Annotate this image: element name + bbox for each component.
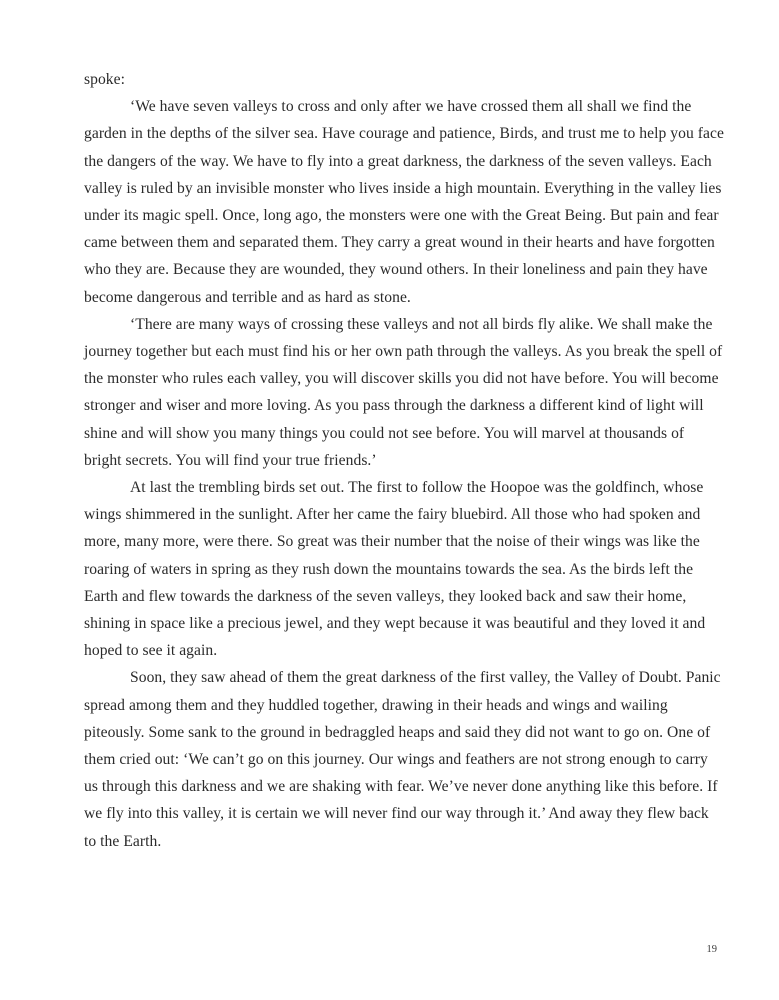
paragraph-crossing-valleys: ‘There are many ways of crossing these valleys and not all birds fly alike. We shall make the journey together but each must find his or her own path through the valleys. As you break the spell of the monster who rules each valley, you will discover skills you did not have before. You will become stronger and wiser and more loving. As you pass through the darkness a different kind of light will shine and will show you many things you could not see before. You will marvel at thousands of bright secrets. You will find your true friends.’ [84,315,723,469]
page-number: 19 [706,944,717,955]
paragraph-seven-valleys: ‘We have seven valleys to cross and only after we have crossed them all shall we find the garden in the depths of the silver sea. Have courage and patience, Birds, and trust me to help you face the dangers of the way. We have to fly into a great darkness, the darkness of the seven valleys. Each valley is ruled by an invisible monster who lives inside a high mountain. Everything in the valley lies under its magic spell. Once, long ago, the monsters were one with the Great Being. But pain and fear came between them and separated them. They carry a great wound in their hearts and have forgotten who they are. Because they are wounded, they wound others. In their loneliness and pain they have become dangerous and terrible and as hard as stone. [84,98,724,306]
paragraph-continuation: spoke: [84,71,126,88]
body-text [84,66,724,855]
paragraph-birds-set-out: At last the trembling birds set out. The first to follow the Hoopoe was the goldfinch, whose wings shimmered in the sunlight. After her came the fairy bluebird. All those who had spoken and more, many more, were there. So great was their number that the noise of their wings was like the roaring of waters in spring as they rush down the mountains towards the sea. As the birds left the Earth and flew towards the darkness of the seven valleys, they looked back and saw their home, shining in space like a precious jewel, and they wept because it was beautiful and they loved it and hoped to see it again. [84,479,706,660]
paragraph-valley-of-doubt: Soon, they saw ahead of them the great darkness of the first valley, the Valley of Doubt. Panic spread among them and they huddled together, drawing in their heads and wings and wailing piteously. Some sank to the ground in bedraggled heaps and said they did not want to go on. One of them cried out: ‘We can’t go on this journey. Our wings and feathers are not strong enough to carry us through this darkness and we are shaking with fear. We’ve never done anything like this before. If we fly into this valley, it is certain we will never find our way through it.’ And away they flew back to the Earth. [84,669,721,850]
